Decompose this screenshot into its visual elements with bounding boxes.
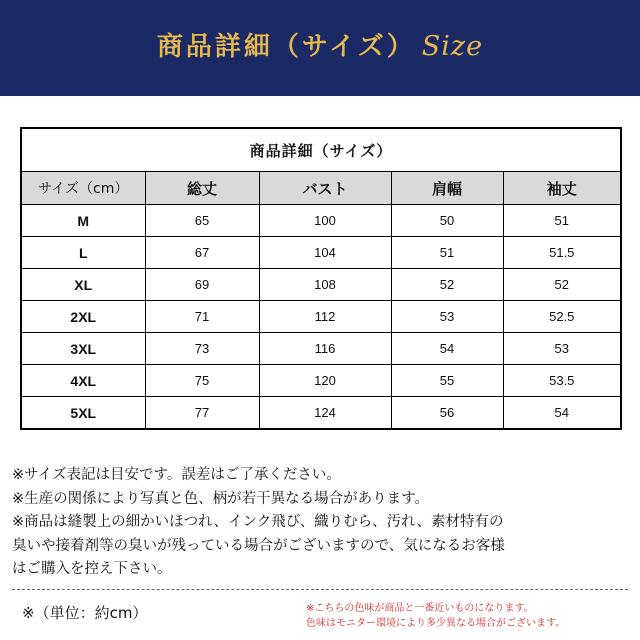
note-line: ※生産の関係により写真と色、柄が若干異なる場合があります。	[12, 490, 429, 507]
table-caption: 商品詳細（サイズ）	[21, 128, 621, 172]
bust-cell: 108	[259, 269, 391, 301]
column-header-size: サイズ（cm）	[21, 172, 145, 205]
length-cell: 77	[145, 397, 259, 430]
sleeve-cell: 52	[503, 269, 621, 301]
table-row	[21, 269, 621, 301]
table-header-row	[21, 172, 621, 205]
shoulder-cell: 54	[391, 333, 503, 365]
length-cell: 73	[145, 333, 259, 365]
bust-cell: 100	[259, 205, 391, 237]
table-row	[21, 397, 621, 430]
note-line: ※サイズ表記は目安です。誤差はご了承ください。	[12, 467, 341, 483]
bust-cell: 120	[259, 365, 391, 397]
shoulder-cell: 56	[391, 397, 503, 430]
bust-cell: 124	[259, 397, 391, 430]
shoulder-cell: 53	[391, 301, 503, 333]
unit-note: ※（単位：約cm）	[22, 604, 148, 622]
shoulder-cell: 52	[391, 269, 503, 301]
notes-block	[12, 464, 632, 582]
sleeve-cell: 51	[503, 205, 621, 237]
table-caption-row	[21, 128, 621, 172]
header-title-text: 商品詳細（サイズ）	[156, 32, 416, 62]
size-label: M	[21, 205, 145, 237]
bust-cell: 112	[259, 301, 391, 333]
column-header-length: 総丈	[145, 172, 259, 205]
table-row	[21, 365, 621, 397]
color-note-line: 色味はモニター環境により多少異なる場合がございます。	[306, 618, 566, 629]
size-label: 4XL	[21, 365, 145, 397]
size-label: 5XL	[21, 397, 145, 430]
size-table	[20, 127, 622, 430]
size-label: 2XL	[21, 301, 145, 333]
column-header-shoulder: 肩幅	[391, 172, 503, 205]
sleeve-cell: 51.5	[503, 237, 621, 269]
size-label: 3XL	[21, 333, 145, 365]
header-title	[0, 26, 640, 63]
bust-cell: 116	[259, 333, 391, 365]
table-row	[21, 333, 621, 365]
length-cell: 69	[145, 269, 259, 301]
color-note-line: ※こちらの色味が商品と一番近いものになります。	[306, 603, 534, 614]
length-cell: 65	[145, 205, 259, 237]
dashed-divider	[12, 589, 628, 590]
note-line: ※商品は縫製上の細かいほつれ、インク飛び、織りむら、汚れ、素材特有の 臭いや接着剤等の臭いが残っている場合がございますので、気になるお客様 はご購入を控え下さい。	[12, 514, 505, 577]
header-banner	[0, 0, 640, 96]
size-label: XL	[21, 269, 145, 301]
length-cell: 71	[145, 301, 259, 333]
bust-cell: 104	[259, 237, 391, 269]
shoulder-cell: 51	[391, 237, 503, 269]
shoulder-cell: 55	[391, 365, 503, 397]
header-script-text: Size	[421, 31, 484, 62]
shoulder-cell: 50	[391, 205, 503, 237]
table-row	[21, 301, 621, 333]
sleeve-cell: 52.5	[503, 301, 621, 333]
size-label: L	[21, 237, 145, 269]
table-row	[21, 205, 621, 237]
column-header-bust: バスト	[259, 172, 391, 205]
sleeve-cell: 53	[503, 333, 621, 365]
sleeve-cell: 54	[503, 397, 621, 430]
sleeve-cell: 53.5	[503, 365, 621, 397]
length-cell: 75	[145, 365, 259, 397]
length-cell: 67	[145, 237, 259, 269]
table-row	[21, 237, 621, 269]
column-header-sleeve: 袖丈	[503, 172, 621, 205]
color-note	[306, 601, 636, 631]
